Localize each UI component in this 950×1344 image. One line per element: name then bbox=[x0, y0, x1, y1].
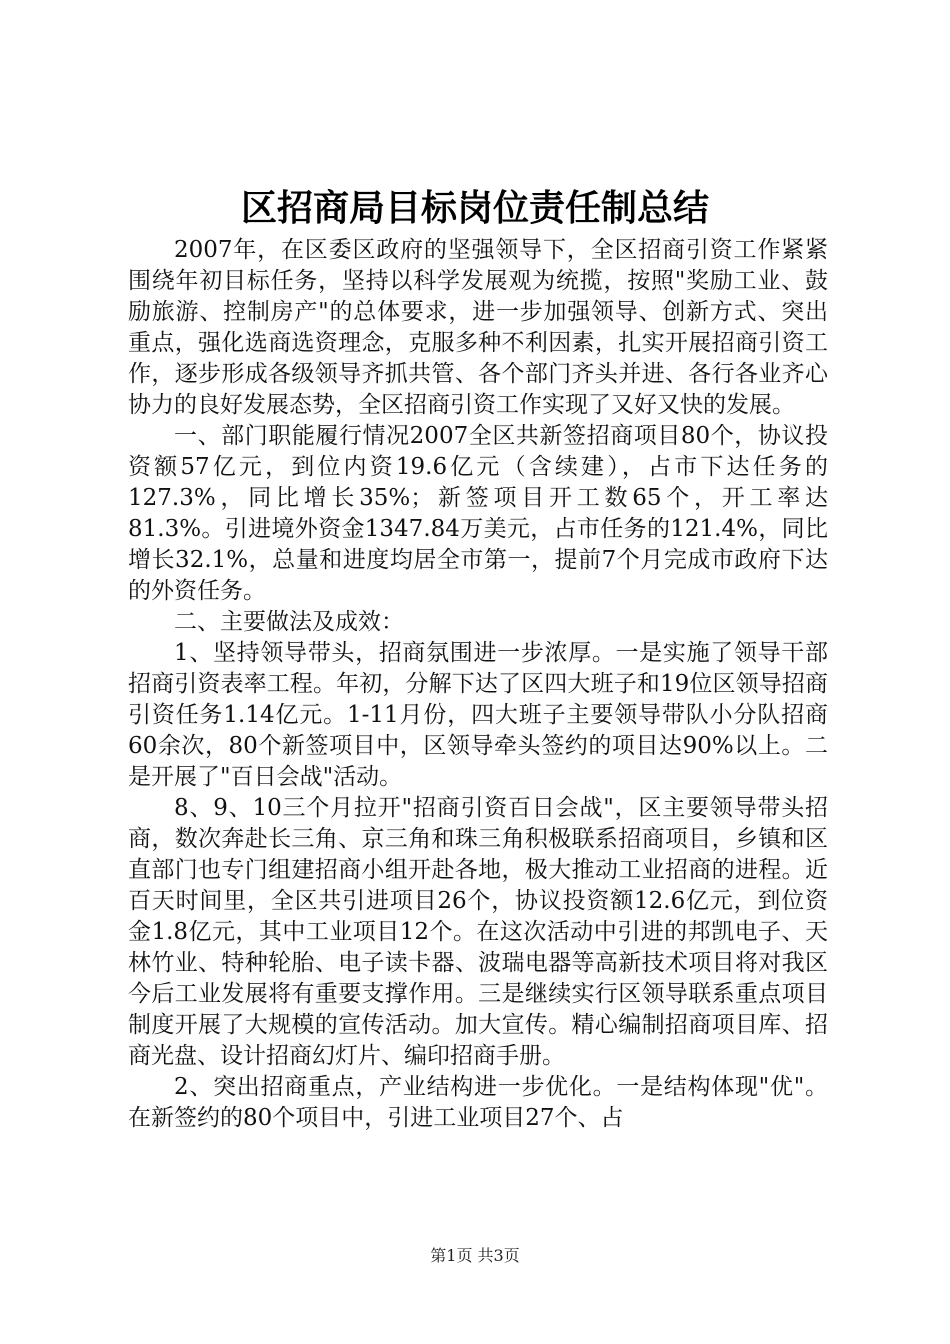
page-number-footer: 第1页 共3页 bbox=[430, 1246, 520, 1265]
document-body bbox=[128, 235, 828, 1134]
paragraph-item-1: 1、坚持领导带头，招商氛围进一步浓厚。一是实施了领导干部招商引资表率工程。年初，分解下达了区四大班子和19位区领导招商引资任务1.14亿元。1-11月份，四大班子主要领导带队小分队招商60余次，80个新签项目中，区领导牵头签约的项目达90%以上。二是开展了"百日会战"活动。 bbox=[128, 640, 828, 790]
paragraph-section-1: 一、部门职能履行情况2007全区共新签招商项目80个，协议投资额57亿元，到位内资19.6亿元（含续建），占市下达任务的127.3%，同比增长35%；新签项目开工数65个，开工率达81.3%。引进境外资金1347.84万美元，占市任务的121.4%，同比增长32.1%，总量和进度均居全市第一，提前7个月完成市政府下达的外资任务。 bbox=[128, 423, 828, 604]
paragraph-campaign: 8、9、10三个月拉开"招商引资百日会战"，区主要领导带头招商，数次奔赴长三角、京三角和珠三角积极联系招商项目，乡镇和区直部门也专门组建招商小组开赴各地，极大推动工业招商的进程。近百天时间里，全区共引进项目26个，协议投资额12.6亿元，到位资金1.8亿元，其中工业项目12个。在这次活动中引进的邦凯电子、天林竹业、特种轮胎、电子读卡器、波瑞电器等高新技术项目将对我区今后工业发展将有重要支撑作用。三是继续实行区领导联系重点项目制度开展了大规模的宣传活动。加大宣传。精心编制招商项目库、招商光盘、设计招商幻灯片、编印招商手册。 bbox=[128, 795, 828, 1069]
paragraph-section-2-heading: 二、主要做法及成效： bbox=[174, 609, 404, 635]
paragraph-item-2: 2、突出招商重点，产业结构进一步优化。一是结构体现"优"。在新签约的80个项目中，引进工业项目27个、占 bbox=[128, 1074, 828, 1131]
document-title: 区招商局目标岗位责任制总结 bbox=[240, 187, 709, 229]
paragraph-intro: 2007年，在区委区政府的坚强领导下，全区招商引资工作紧紧围绕年初目标任务，坚持以科学发展观为统揽，按照"奖励工业、鼓励旅游、控制房产"的总体要求，进一步加强领导、创新方式、突出重点，强化选商选资理念，克服多种不利因素，扎实开展招商引资工作，逐步形成各级领导齐抓共管、各个部门齐头并进、各行各业齐心协力的良好发展态势，全区招商引资工作实现了又好又快的发展。 bbox=[128, 237, 828, 418]
